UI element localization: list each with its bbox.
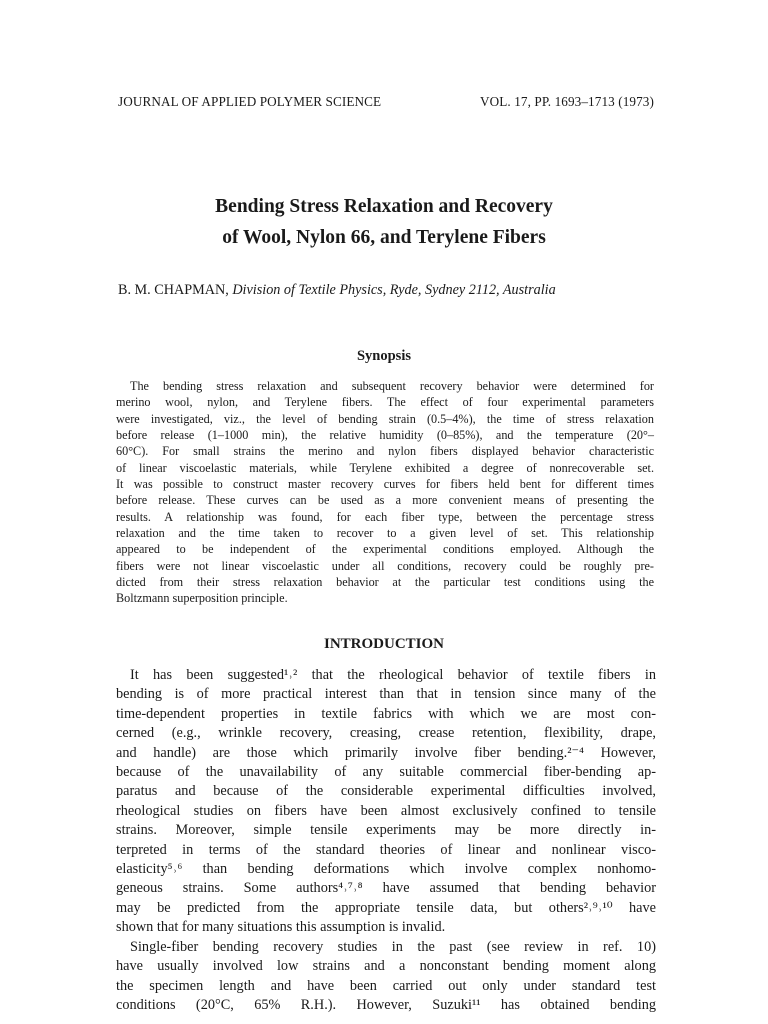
synopsis-line: before release (1–1000 min), the relative humidity (0–85%), and the temperature (20°– [116, 428, 654, 443]
synopsis-line: were investigated, viz., the level of bending strain (0.5–4%), the time of stress relaxation [116, 411, 654, 426]
body-line: and handle) are those which primarily involve fiber bending.²⁻⁴ However, [116, 744, 656, 761]
body-line: strains. Moreover, simple tensile experiments may be more directly in- [116, 822, 656, 839]
introduction-body [116, 666, 656, 1015]
synopsis-line: before release. These curves can be used as a more convenient means of presenting the [116, 493, 654, 508]
synopsis-line: appeared to be independent of the experimental conditions employed. Although the [116, 542, 654, 557]
body-line: It has been suggested¹˒² that the rheological behavior of textile fibers in [130, 667, 656, 683]
body-line: terpreted in terms of the standard theories of linear and nonlinear visco- [116, 841, 656, 858]
synopsis-line: 60°C). For small strains the merino and nylon fibers displayed behavior characteristic [116, 444, 654, 459]
running-header [118, 94, 654, 110]
synopsis-abstract [116, 378, 654, 607]
author-affiliation: Division of Textile Physics, Ryde, Sydney 2112, Australia [232, 282, 556, 298]
body-line: elasticity⁵˒⁶ than bending deformations which involve complex nonhomo- [116, 861, 656, 878]
body-line: bending is of more practical interest than that in tension since many of the [116, 686, 656, 703]
body-line: have usually involved low strains and a nonconstant bending moment along [116, 958, 656, 975]
synopsis-line: merino wool, nylon, and Terylene fibers. The effect of four experimental parameters [116, 395, 654, 410]
synopsis-line: relaxation and the time taken to recover to a given level of set. This relationship [116, 526, 654, 541]
body-line: rheological studies on fibers have been almost exclusively confined to tensile [116, 802, 656, 819]
body-line: because of the unavailability of any suitable commercial fiber-bending ap- [116, 764, 656, 781]
body-line: geneous strains. Some authors⁴˒⁷˒⁸ have assumed that bending behavior [116, 880, 656, 897]
synopsis-line: of linear viscoelastic materials, while Terylene exhibited a degree of nonrecoverable set. [116, 460, 654, 475]
title-line-2: of Wool, Nylon 66, and Terylene Fibers [222, 227, 546, 248]
body-line: shown that for many situations this assumption is invalid. [116, 919, 446, 936]
body-line: conditions (20°C, 65% R.H.). However, Suzuki¹¹ has obtained bending [116, 996, 656, 1013]
synopsis-line: Boltzmann superposition principle. [116, 591, 288, 606]
body-line: may be predicted from the appropriate tensile data, but others²˒⁹˒¹⁰ have [116, 899, 656, 916]
body-line: paratus and because of the considerable experimental difficulties involved, [116, 783, 656, 800]
title-line-1: Bending Stress Relaxation and Recovery [215, 196, 553, 217]
synopsis-line: It was possible to construct master recovery curves for fibers held bent for different times [116, 477, 654, 492]
journal-name: JOURNAL OF APPLIED POLYMER SCIENCE [118, 94, 382, 109]
volume-info: VOL. 17, PP. 1693–1713 (1973) [480, 94, 654, 109]
synopsis-line: dicted from their stress relaxation behavior at the particular test conditions using the [116, 575, 654, 590]
body-line: time-dependent properties in textile fabrics with which we are most con- [116, 705, 656, 722]
synopsis-heading: Synopsis [356, 348, 411, 364]
body-line: Single-fiber bending recovery studies in the past (see review in ref. 10) [130, 938, 656, 955]
synopsis-line: The bending stress relaxation and subsequent recovery behavior were determined for [130, 379, 654, 393]
paper-title [0, 191, 768, 253]
body-line: cerned (e.g., wrinkle recovery, creasing, crease retention, flexibility, drape, [116, 725, 656, 742]
author-name: B. M. CHAPMAN, [118, 282, 229, 298]
body-line: the specimen length and have been carried out only under standard test [116, 977, 656, 994]
synopsis-line: results. A relationship was found, for each fiber type, between the percentage stress [116, 509, 654, 524]
author-line [118, 282, 658, 299]
introduction-heading: INTRODUCTION [323, 636, 444, 652]
synopsis-line: fibers were not linear viscoelastic under all conditions, recovery could be roughly pre- [116, 558, 654, 573]
